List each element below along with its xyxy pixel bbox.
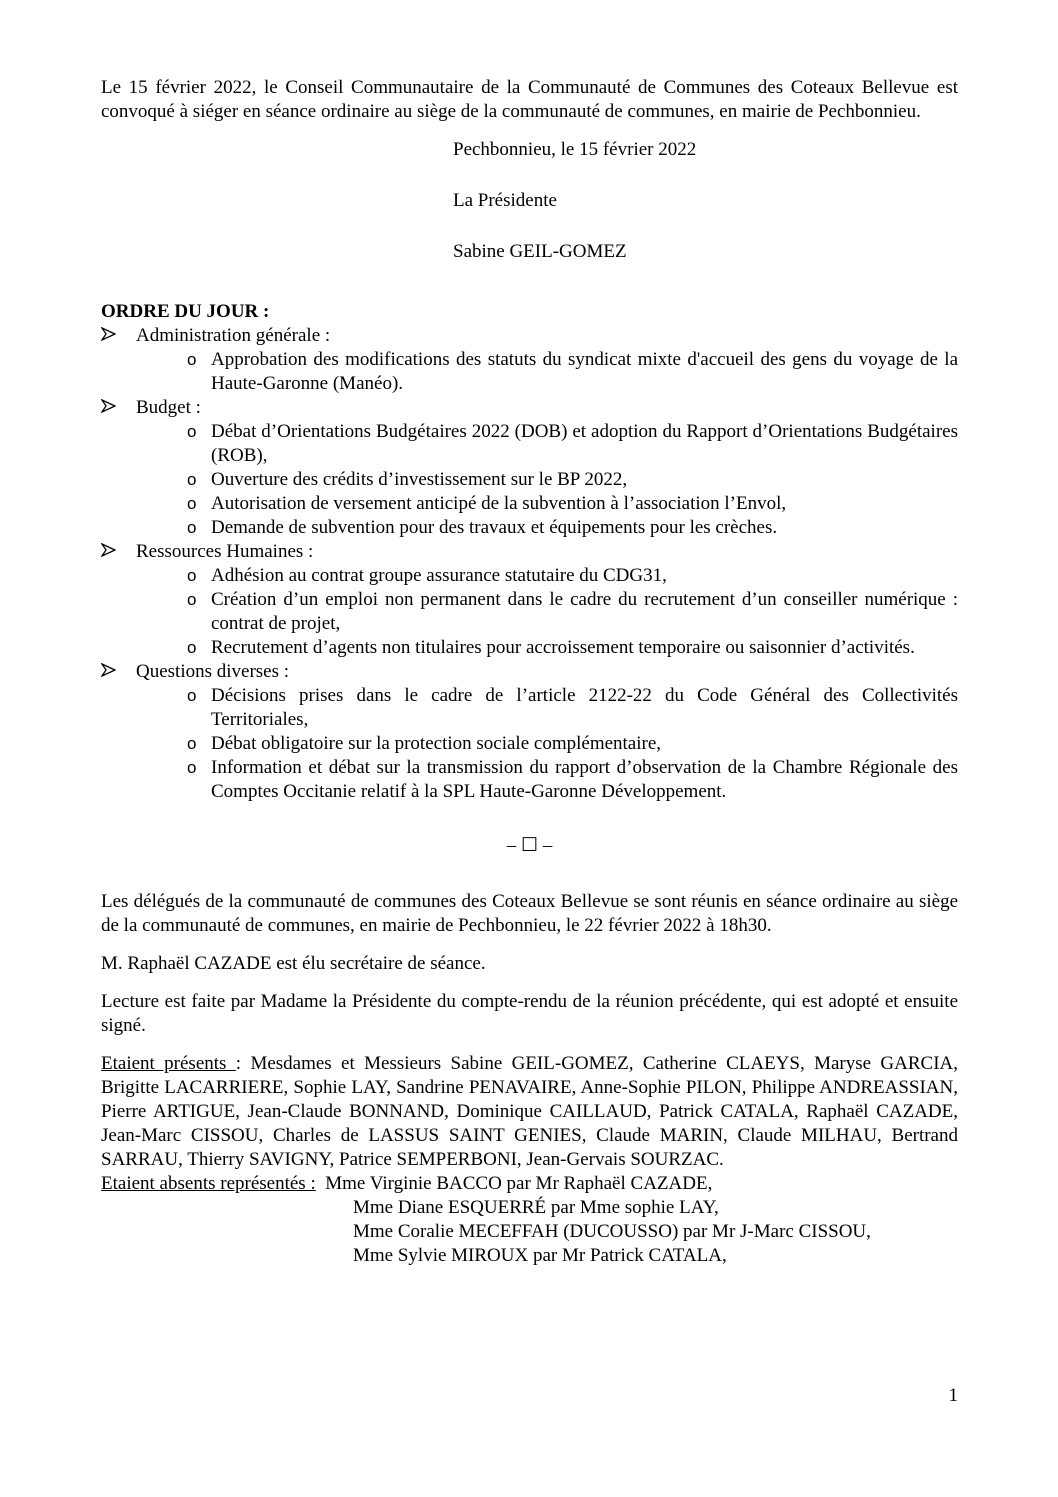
agenda-sublist <box>136 564 958 660</box>
circle-bullet-icon: o <box>187 494 197 513</box>
signature-place-date: Pechbonnieu, le 15 février 2022 <box>453 139 697 160</box>
circle-bullet-icon: o <box>187 422 197 441</box>
agenda-category-label: Budget : <box>136 397 201 418</box>
page-number: 1 <box>948 1385 958 1406</box>
agenda-title: ORDRE DU JOUR : <box>101 301 270 322</box>
section-separator: – ☐ – <box>506 835 553 856</box>
agenda-category-label: Questions diverses : <box>136 661 290 682</box>
represented-entry: Mme Coralie MECEFFAH (DUCOUSSO) par Mr J-Marc CISSOU, <box>353 1221 871 1242</box>
intro-paragraph: Le 15 février 2022, le Conseil Communautaire de la Communauté de Communes des Coteaux Bellevue est convoqué à siéger en séance ordinaire au siège de la communauté de communes, en mairie de Pechbonnieu. <box>101 77 958 122</box>
arrowhead-icon <box>101 540 121 564</box>
signature-block <box>453 138 958 264</box>
circle-bullet-icon: o <box>187 758 197 777</box>
represented-list <box>353 1196 958 1268</box>
arrowhead-icon <box>101 396 121 420</box>
agenda-item: o Débat d’Orientations Budgétaires 2022 (DOB) et adoption du Rapport d’Orientations Budgétaires (ROB), <box>187 421 958 466</box>
agenda-category-label: Ressources Humaines : <box>136 541 314 562</box>
agenda-item: o Adhésion au contrat groupe assurance statutaire du CDG31, <box>187 565 667 586</box>
represented-label: Etaient absents représentés : <box>101 1173 316 1194</box>
agenda-category <box>101 396 958 540</box>
agenda-item: o Information et débat sur la transmission du rapport d’observation de la Chambre Régionale des Comptes Occitanie relatif à la SPL Haute-Garonne Développement. <box>187 757 958 802</box>
circle-bullet-icon: o <box>187 734 197 753</box>
circle-bullet-icon: o <box>187 590 197 609</box>
circle-bullet-icon: o <box>187 566 197 585</box>
agenda-item: o Recrutement d’agents non titulaires pour accroissement temporaire ou saisonnier d’activités. <box>187 637 915 658</box>
agenda-item: o Création d’un emploi non permanent dans le cadre du recrutement d’un conseiller numérique : contrat de projet, <box>187 589 958 634</box>
represented-entry: Mme Diane ESQUERRÉ par Mme sophie LAY, <box>353 1197 719 1218</box>
secretary-paragraph: M. Raphaël CAZADE est élu secrétaire de séance. <box>101 953 486 974</box>
present-paragraph <box>101 1052 958 1172</box>
circle-bullet-icon: o <box>187 518 197 537</box>
agenda-item: o Demande de subvention pour des travaux et équipements pour les crèches. <box>187 517 778 538</box>
document-page <box>101 76 958 1268</box>
agenda-item: o Autorisation de versement anticipé de la subvention à l’association l’Envol, <box>187 493 787 514</box>
represented-entry: Mme Sylvie MIROUX par Mr Patrick CATALA, <box>353 1245 727 1266</box>
arrowhead-icon <box>101 324 121 348</box>
agenda-sublist <box>136 420 958 540</box>
agenda-sublist <box>136 684 958 804</box>
represented-first-line <box>101 1172 958 1196</box>
agenda-sublist <box>136 348 958 396</box>
agenda-item: o Approbation des modifications des statuts du syndicat mixte d'accueil des gens du voyage de la Haute-Garonne (Manéo). <box>187 349 958 394</box>
agenda-category-label: Administration générale : <box>136 325 331 346</box>
agenda-category <box>101 660 958 804</box>
circle-bullet-icon: o <box>187 638 197 657</box>
arrowhead-icon <box>101 660 121 684</box>
present-colon: : <box>235 1053 242 1074</box>
agenda-item: o Débat obligatoire sur la protection sociale complémentaire, <box>187 733 662 754</box>
represented-entry: Mme Virginie BACCO par Mr Raphaël CAZADE, <box>325 1173 713 1194</box>
circle-bullet-icon: o <box>187 470 197 489</box>
agenda-list <box>101 324 958 804</box>
circle-bullet-icon: o <box>187 686 197 705</box>
present-names: Mesdames et Messieurs Sabine GEIL-GOMEZ, Catherine CLAEYS, Maryse GARCIA, Brigitte LACARRIERE, Sophie LAY, Sandrine PENAVAIRE, Anne-Sophie PILON, Philippe ANDREASSIAN, Pierre ARTIGUE, Jean-Claude BONNAND, Dominique CAILLAUD, Patrick CATALA, Raphaël CAZADE, Jean-Marc CISSOU, Charles de LASSUS SAINT GENIES, Claude MARIN, Claude MILHAU, Bertrand SARRAU, Thierry SAVIGNY, Patrice SEMPERBONI, Jean-Gervais SOURZAC. <box>101 1053 958 1170</box>
agenda-item: o Ouverture des crédits d’investissement sur le BP 2022, <box>187 469 628 490</box>
signature-name: Sabine GEIL-GOMEZ <box>453 241 627 262</box>
meeting-paragraph: Les délégués de la communauté de communes des Coteaux Bellevue se sont réunis en séance ordinaire au siège de la communauté de communes, en mairie de Pechbonnieu, le 22 février 2022 à 18h30. <box>101 891 958 936</box>
agenda-category <box>101 324 958 396</box>
agenda-item: o Décisions prises dans le cadre de l’article 2122-22 du Code Général des Collectivités Territoriales, <box>187 685 958 730</box>
reading-paragraph: Lecture est faite par Madame la Présidente du compte-rendu de la réunion précédente, qui est adopté et ensuite signé. <box>101 991 958 1036</box>
signature-role: La Présidente <box>453 190 557 211</box>
circle-bullet-icon: o <box>187 350 197 369</box>
agenda-category <box>101 540 958 660</box>
present-label: Etaient présents <box>101 1053 236 1074</box>
